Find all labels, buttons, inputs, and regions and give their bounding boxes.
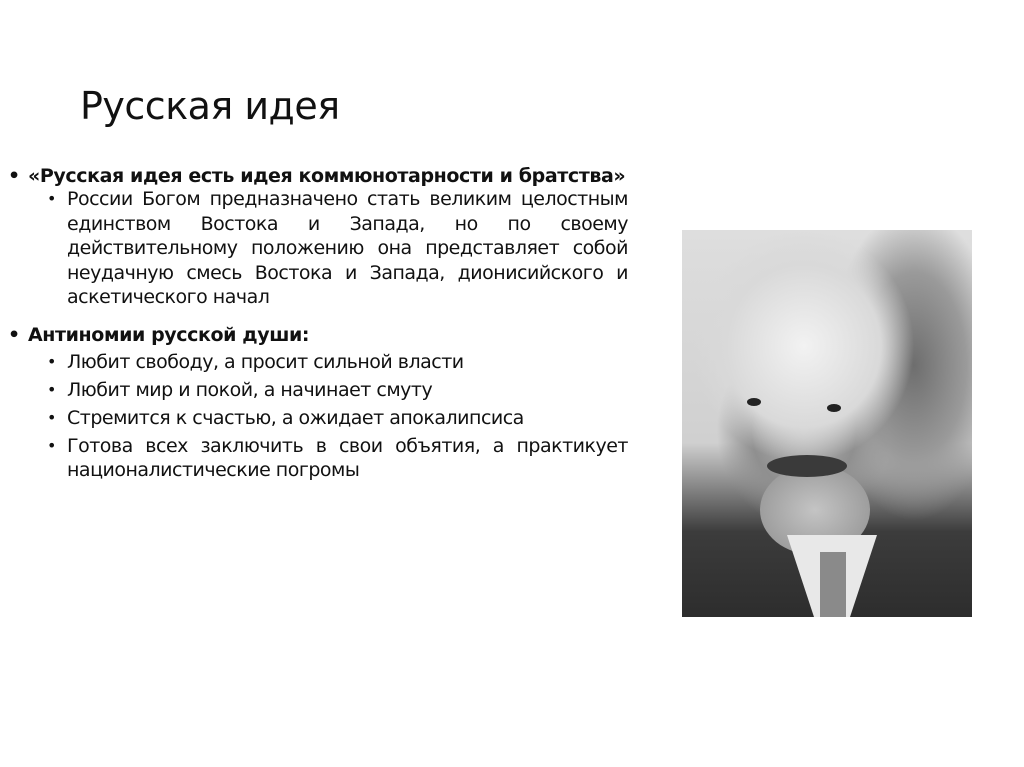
slide-title: Русская идея	[80, 84, 340, 128]
bullet-heading	[8, 324, 628, 346]
sub-bullet-text: Готова всех заключить в свои объятия, а практикует националистические погромы	[67, 434, 628, 481]
portrait-eye-right	[827, 404, 841, 412]
portrait-mustache	[767, 455, 847, 477]
sub-bullet	[47, 434, 628, 482]
bullet-icon: •	[47, 435, 56, 455]
bullet-icon: •	[47, 351, 56, 371]
section-russian-idea	[8, 165, 628, 310]
bullet-heading	[8, 165, 628, 187]
sub-bullet	[47, 378, 628, 402]
bullet-icon: •	[8, 323, 20, 346]
sub-bullet-text: Любит мир и покой, а начинает смуту	[67, 378, 433, 401]
bullet-icon: •	[8, 165, 20, 187]
bullet-icon: •	[47, 379, 56, 399]
heading-text: Антиномии русской души:	[28, 323, 310, 346]
sub-bullet	[47, 350, 628, 374]
portrait-tie	[820, 552, 846, 617]
sub-bullet-text: Стремится к счастью, а ожидает апокалипсиса	[67, 406, 524, 429]
portrait-photo	[682, 230, 972, 617]
section-antinomies	[8, 324, 628, 482]
bullet-icon: •	[47, 189, 56, 208]
bullet-icon: •	[47, 407, 56, 427]
slide-content	[8, 165, 628, 482]
sub-bullet	[47, 187, 628, 310]
portrait-eye-left	[747, 398, 761, 406]
sub-bullet	[47, 406, 628, 430]
heading-text: «Русская идея есть идея коммюнотарности и братства»	[28, 165, 626, 187]
sub-bullet-text: России Богом предназначено стать великим целостным единством Востока и Запада, но по своему действительному положению она представляет собой неудачную смесь Востока и Запада, дионисийского и аскетического начал	[67, 188, 628, 308]
sub-bullet-text: Любит свободу, а просит сильной власти	[67, 350, 464, 373]
